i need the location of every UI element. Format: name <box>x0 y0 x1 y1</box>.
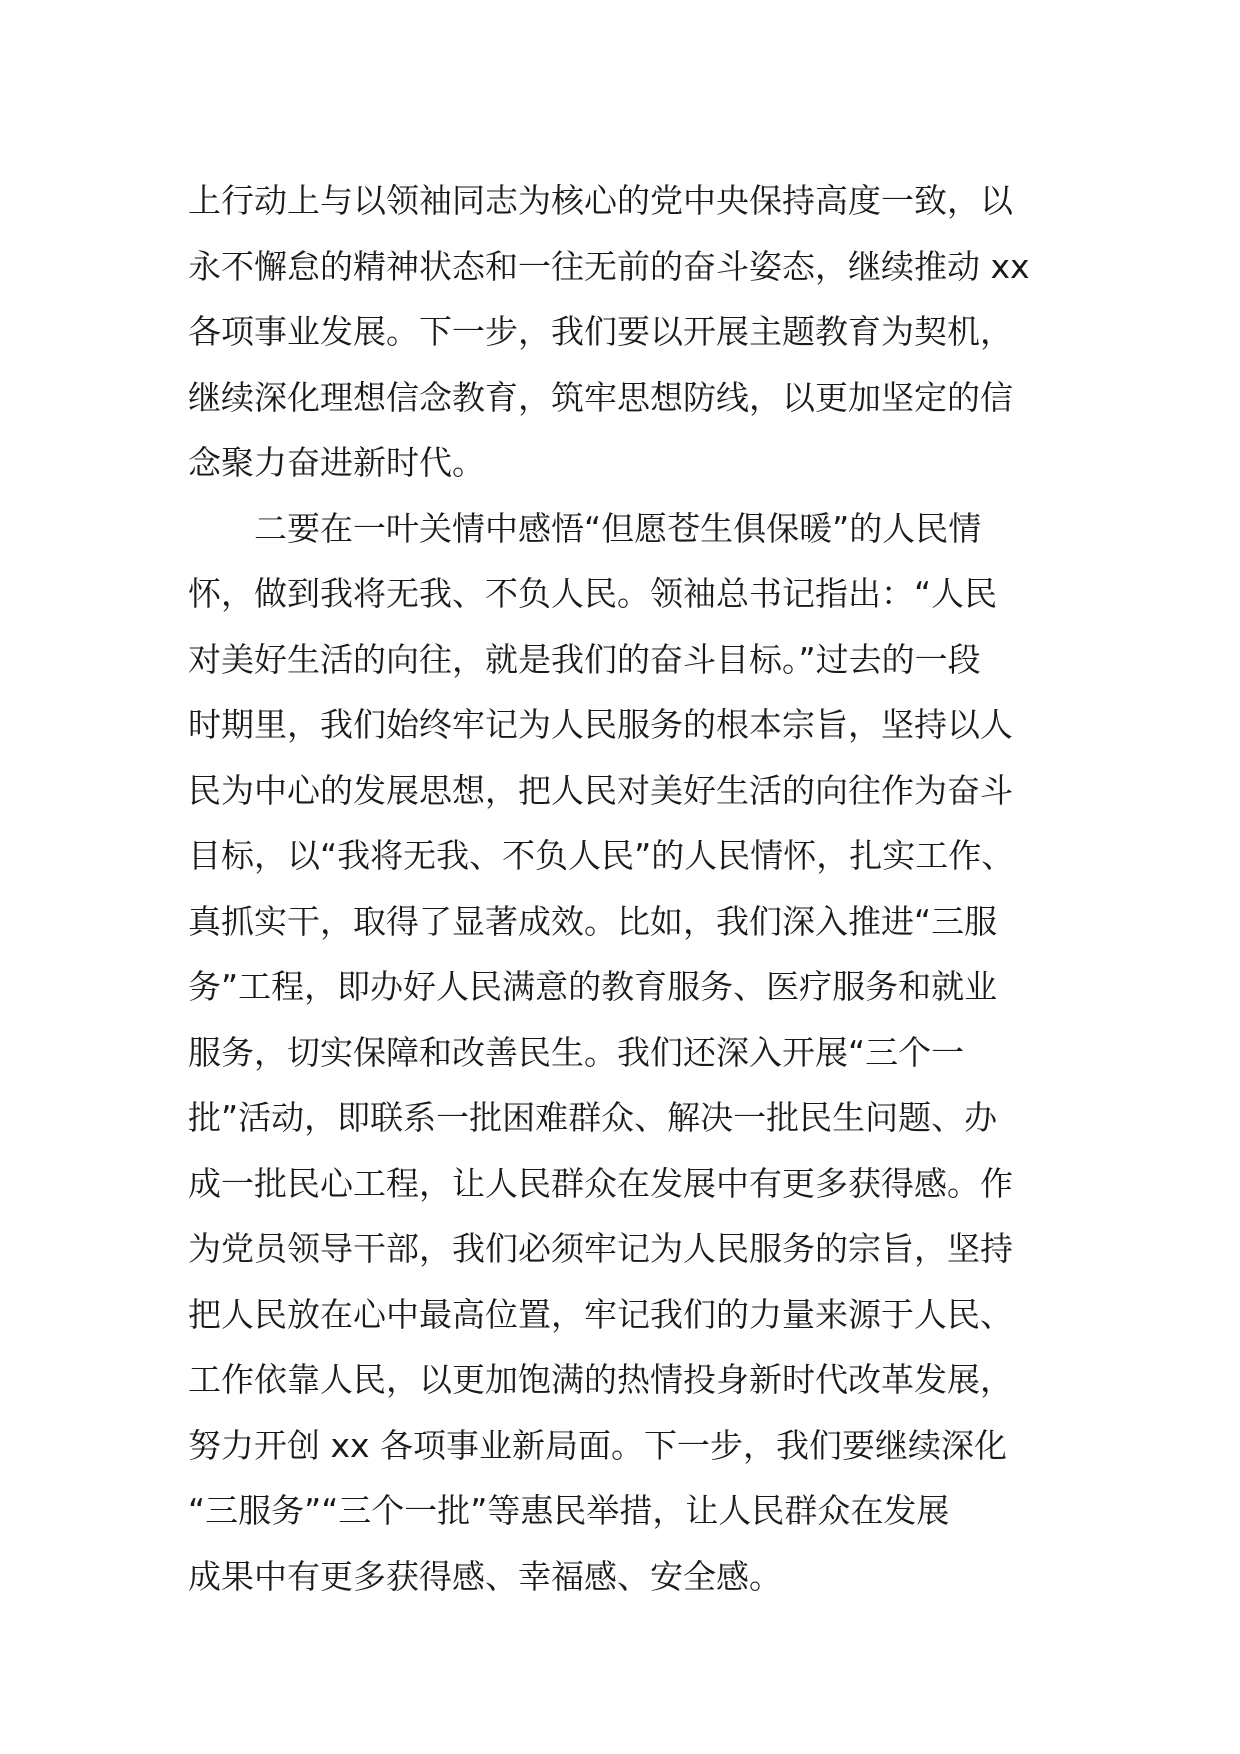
paragraph-2-line-7: 真抓实干，取得了显著成效。比如，我们深入推进“三服 <box>188 901 998 941</box>
paragraph-1-line-1: 上行动上与以领袖同志为核心的党中央保持高度一致，以 <box>188 181 1013 220</box>
paragraph-2-line-4: 时期里，我们始终牢记为人民服务的根本宗旨，坚持以人 <box>188 705 1013 744</box>
paragraph-2-line-12: 为党员领导干部，我们必须牢记为人民服务的宗旨，坚持 <box>188 1229 1013 1268</box>
paragraph-2-line-11: 成一批民心工程，让人民群众在发展中有更多获得感。作 <box>188 1163 1013 1203</box>
paragraph-1-line-4: 继续深化理想信念教育，筑牢思想防线，以更加坚定的信 <box>188 377 1013 417</box>
paragraph-2-line-9: 服务，切实保障和改善民生。我们还深入开展“三个一 <box>188 1032 965 1072</box>
paragraph-1-line-5: 念聚力奋进新时代。 <box>188 443 485 482</box>
paragraph-2-line-5: 民为中心的发展思想，把人民对美好生活的向往作为奋斗 <box>188 770 1013 810</box>
paragraph-2-line-10: 批”活动，即联系一批困难群众、解决一批民生问题、办 <box>188 1098 998 1137</box>
paragraph-1-line-3: 各项事业发展。下一步，我们要以开展主题教育为契机， <box>188 312 1013 351</box>
paragraph-2-line-15: 努力开创 xx 各项事业新局面。下一步，我们要继续深化 <box>188 1425 1008 1465</box>
paragraph-2-line-13: 把人民放在心中最高位置，牢记我们的力量来源于人民、 <box>188 1294 1013 1334</box>
paragraph-1-line-2: 永不懈怠的精神状态和一往无前的奋斗姿态，继续推动 xx <box>188 246 1030 286</box>
paragraph-2-line-8: 务”工程，即办好人民满意的教育服务、医疗服务和就业 <box>188 967 998 1006</box>
document-body <box>188 168 1068 1609</box>
paragraph-2-line-16: “三服务”“三个一批”等惠民举措，让人民群众在发展 <box>188 1491 950 1530</box>
paragraph-2-line-3: 对美好生活的向往，就是我们的奋斗目标。”过去的一段 <box>188 639 981 679</box>
paragraph-2-line-14: 工作依靠人民，以更加饱满的热情投身新时代改革发展， <box>188 1360 1013 1399</box>
paragraph-2-line-2: 怀，做到我将无我、不负人民。领袖总书记指出：“人民 <box>188 574 998 613</box>
paragraph-2-line-6: 目标，以“我将无我、不负人民”的人民情怀，扎实工作、 <box>188 836 1015 875</box>
paragraph-2-line-1: 二要在一叶关情中感悟“但愿苍生俱保暖”的人民情 <box>254 508 982 548</box>
paragraph-2-line-17: 成果中有更多获得感、幸福感、安全感。 <box>188 1556 782 1596</box>
